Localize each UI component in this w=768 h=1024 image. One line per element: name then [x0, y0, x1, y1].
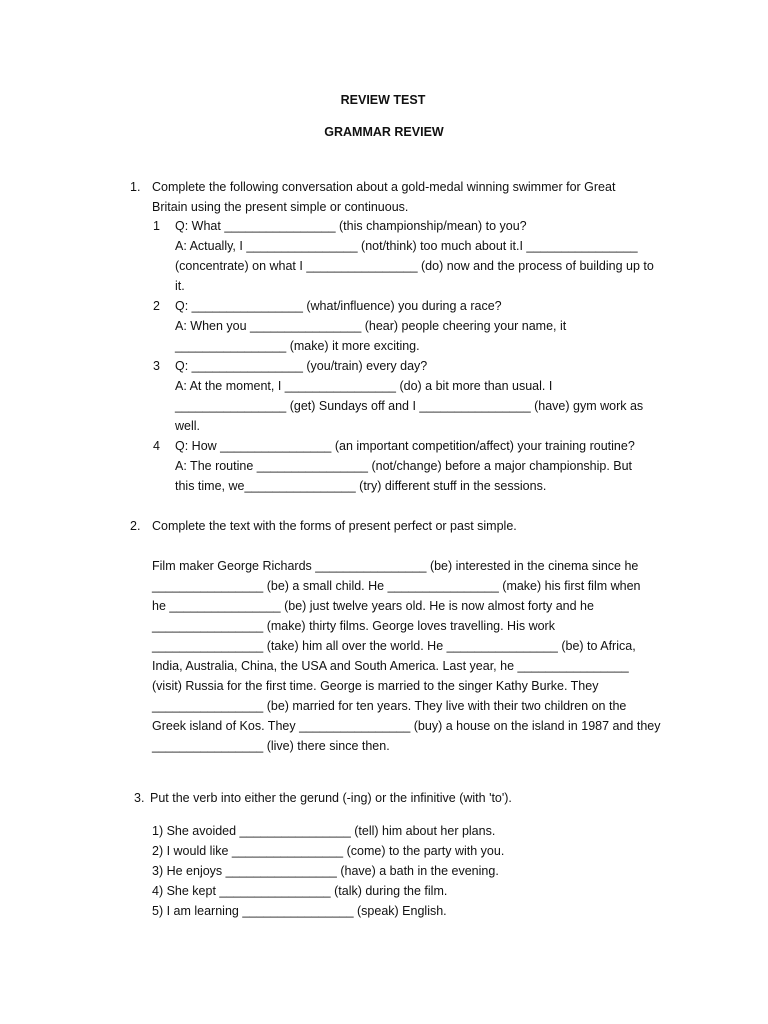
question-4-number: 4 — [153, 439, 160, 453]
section-2-text-line: he ________________ (be) just twelve years old. He is now almost forty and he — [152, 599, 594, 613]
question-2-line: A: When you ________________ (hear) people cheering your name, it — [175, 319, 567, 333]
section-3-item: 2) I would like ________________ (come) to the party with you. — [152, 844, 505, 858]
section-3-item: 5) I am learning ________________ (speak) English. — [152, 904, 447, 918]
question-3-line: ________________ (get) Sundays off and I ________________ (have) gym work as — [175, 399, 644, 413]
section-1-instruction-line: Complete the following conversation about a gold-medal winning swimmer for Great — [152, 180, 616, 194]
question-1-number: 1 — [153, 219, 160, 233]
question-2-line: Q: ________________ (what/influence) you during a race? — [175, 299, 502, 313]
section-3-item: 1) She avoided ________________ (tell) him about her plans. — [152, 824, 496, 838]
section-2-instruction: Complete the text with the forms of present perfect or past simple. — [152, 519, 517, 533]
section-2-text-line: Film maker George Richards ________________ (be) interested in the cinema since he — [152, 559, 639, 573]
section-2-text-line: ________________ (live) there since then. — [152, 739, 390, 753]
section-3-number: 3. — [134, 791, 145, 805]
section-2-number: 2. — [130, 519, 141, 533]
section-2-text-line: ________________ (take) him all over the world. He ________________ (be) to Africa, — [152, 639, 636, 653]
section-2-text-line: ________________ (be) a small child. He ________________ (make) his first film when — [152, 579, 641, 593]
question-3-number: 3 — [153, 359, 160, 373]
document-title: REVIEW TEST — [340, 93, 426, 107]
question-1-line: A: Actually, I ________________ (not/think) too much about it.I ________________ — [175, 239, 638, 253]
question-3-line: A: At the moment, I ________________ (do) a bit more than usual. I — [175, 379, 553, 393]
section-2-text-line: Greek island of Kos. They ________________ (buy) a house on the island in 1987 and they — [152, 719, 661, 733]
section-3-item: 3) He enjoys ________________ (have) a bath in the evening. — [152, 864, 499, 878]
section-3-item: 4) She kept ________________ (talk) during the film. — [152, 884, 448, 898]
question-1-line: (concentrate) on what I ________________ (do) now and the process of building up to — [175, 259, 654, 273]
section-3-instruction: Put the verb into either the gerund (-ing) or the infinitive (with 'to'). — [150, 791, 512, 805]
section-2-text-line: (visit) Russia for the first time. George is married to the singer Kathy Burke. They — [152, 679, 599, 693]
question-3-line: Q: ________________ (you/train) every day? — [175, 359, 428, 373]
question-2-number: 2 — [153, 299, 160, 313]
question-1-line: Q: What ________________ (this championship/mean) to you? — [175, 219, 527, 233]
section-1-instruction-line: Britain using the present simple or continuous. — [152, 200, 409, 214]
question-1-line: it. — [175, 279, 185, 293]
question-4-line: this time, we________________ (try) different stuff in the sessions. — [175, 479, 547, 493]
question-3-line: well. — [175, 419, 201, 433]
section-2-text-line: India, Australia, China, the USA and South America. Last year, he ________________ — [152, 659, 629, 673]
question-4-line: Q: How ________________ (an important competition/affect) your training routine? — [175, 439, 635, 453]
section-2-text-line: ________________ (make) thirty films. George loves travelling. His work — [152, 619, 555, 633]
document-subtitle: GRAMMAR REVIEW — [324, 125, 444, 139]
question-2-line: ________________ (make) it more exciting. — [175, 339, 420, 353]
section-2-text-line: ________________ (be) married for ten years. They live with their two children on the — [152, 699, 627, 713]
question-4-line: A: The routine ________________ (not/change) before a major championship. But — [175, 459, 633, 473]
section-1-number: 1. — [130, 180, 141, 194]
